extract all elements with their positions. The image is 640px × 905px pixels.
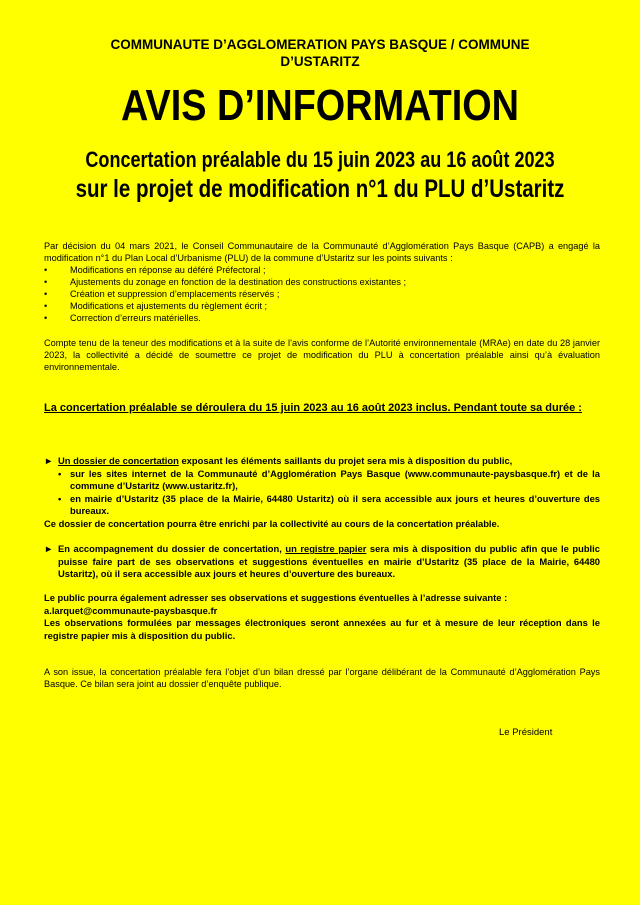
subtitle-dates: Concertation préalable du 15 juin 2023 au 16 août 2023 — [85, 147, 555, 172]
bullet-icon: • — [58, 467, 62, 479]
environment-paragraph: Compte tenu de la teneur des modifications et à la suite de l’avis conforme de l’Autorité environnementale (MRAe) en date du 28 janvier 2023, la collectivité a décidé de soumettre ce projet de modification du PLU à concertation préalable ainsi qu’à évaluation environnementale. — [44, 338, 600, 372]
intro-paragraph: Par décision du 04 mars 2021, le Conseil Communautaire de la Communauté d’Agglomération Pays Basque (CAPB) a engagé la modification n°1 du Plan Local d’Urbanisme (PLU) de la commune d’Ustaritz sur les points suivants : — [44, 241, 600, 263]
email-intro: Le public pourra également adresser ses observations et suggestions éventuelles à l’adresse suivante : — [44, 592, 508, 603]
page-title: AVIS D’INFORMATION — [120, 81, 519, 130]
header-line-1: COMMUNAUTE D’AGGLOMERATION PAYS BASQUE / COMMUNE — [110, 37, 530, 52]
list-item: • en mairie d’Ustaritz (35 place de la Mairie, 64480 Ustaritz) où il sera accessible aux jours et heures d’ouverture des bureaux. — [58, 492, 600, 516]
signature: Le Président — [499, 727, 553, 738]
email-note: Les observations formulées par messages électroniques seront annexées au fur et à mesure de leur réception dans le registre papier mis à disposition du public. — [44, 617, 600, 641]
document-header — [60, 36, 580, 70]
closing-paragraph: A son issue, la concertation préalable fera l’objet d’un bilan dressé par l’organe délibérant de la Communauté d’Agglomération Pays Basque. Ce bilan sera joint au dossier d’enquête publique. — [44, 667, 600, 689]
concertation-period-notice: La concertation préalable se déroulera du 15 juin 2023 au 16 août 2023 inclus. Pendant toute sa durée : — [44, 402, 582, 414]
modification-points-list — [44, 264, 600, 324]
dossier-section: ► Un dossier de concertation exposant les éléments saillants du projet sera mis à disposition du public, • sur les sites internet de la Communauté d’Agglomération Pays Basque (www.communaute-paysbasque.fr) et de la commune d’Ustaritz (www.ustaritz.fr), • en mairie d’Ustaritz (35 place de la Mairie, 64480 Ustaritz) où il sera accessible aux jours et heures d’ouverture des bureaux. Ce dossier de concertation pourra être enrichi par la collectivité au cours de la concertation préalable. — [44, 455, 600, 529]
list-item: • Correction d’erreurs matérielles. — [44, 313, 201, 323]
registre-section: ► En accompagnement du dossier de concertation, un registre papier sera mis à disposition du public afin que le public puisse faire part de ses observations et suggestions éventuelles en mairie d’Ustaritz (35 place de la Mairie, 64480 Ustaritz), où il sera accessible aux jours et heures d’ouverture des bureaux. — [44, 543, 600, 579]
arrow-icon: ► — [44, 455, 54, 466]
list-item: • Modifications en réponse au déféré Préfectoral ; — [44, 265, 266, 275]
dossier-label: Un dossier de concertation — [58, 455, 179, 466]
list-item: • Création et suppression d’emplacements réservés ; — [44, 289, 280, 299]
header-line-2: D’USTARITZ — [280, 54, 360, 69]
intro-section — [44, 240, 600, 324]
list-item: • sur les sites internet de la Communauté d’Agglomération Pays Basque (www.communaute-paysbasque.fr) et de la commune d’Ustaritz (www.ustaritz.fr), — [58, 467, 600, 491]
bullet-icon: • — [44, 277, 48, 287]
arrow-icon: ► — [44, 543, 54, 554]
list-item: • Modifications et ajustements du règlement écrit ; — [44, 301, 268, 311]
dossier-locations-list — [44, 468, 600, 518]
subtitle-project: sur le projet de modification n°1 du PLU d’Ustaritz — [75, 175, 565, 203]
bullet-icon: • — [44, 313, 48, 323]
list-item: • Ajustements du zonage en fonction de la destination des constructions existantes ; — [44, 277, 407, 287]
email-address: a.larquet@communaute-paysbasque.fr — [44, 604, 218, 616]
bullet-icon: • — [58, 492, 62, 504]
bullet-icon: • — [44, 301, 48, 311]
registre-label: un registre papier — [285, 543, 367, 554]
bullet-icon: • — [44, 265, 48, 275]
email-section — [44, 592, 600, 642]
bullet-icon: • — [44, 289, 48, 299]
dossier-enrichment-note: Ce dossier de concertation pourra être enrichi par la collectivité au cours de la concertation préalable. — [44, 517, 500, 529]
